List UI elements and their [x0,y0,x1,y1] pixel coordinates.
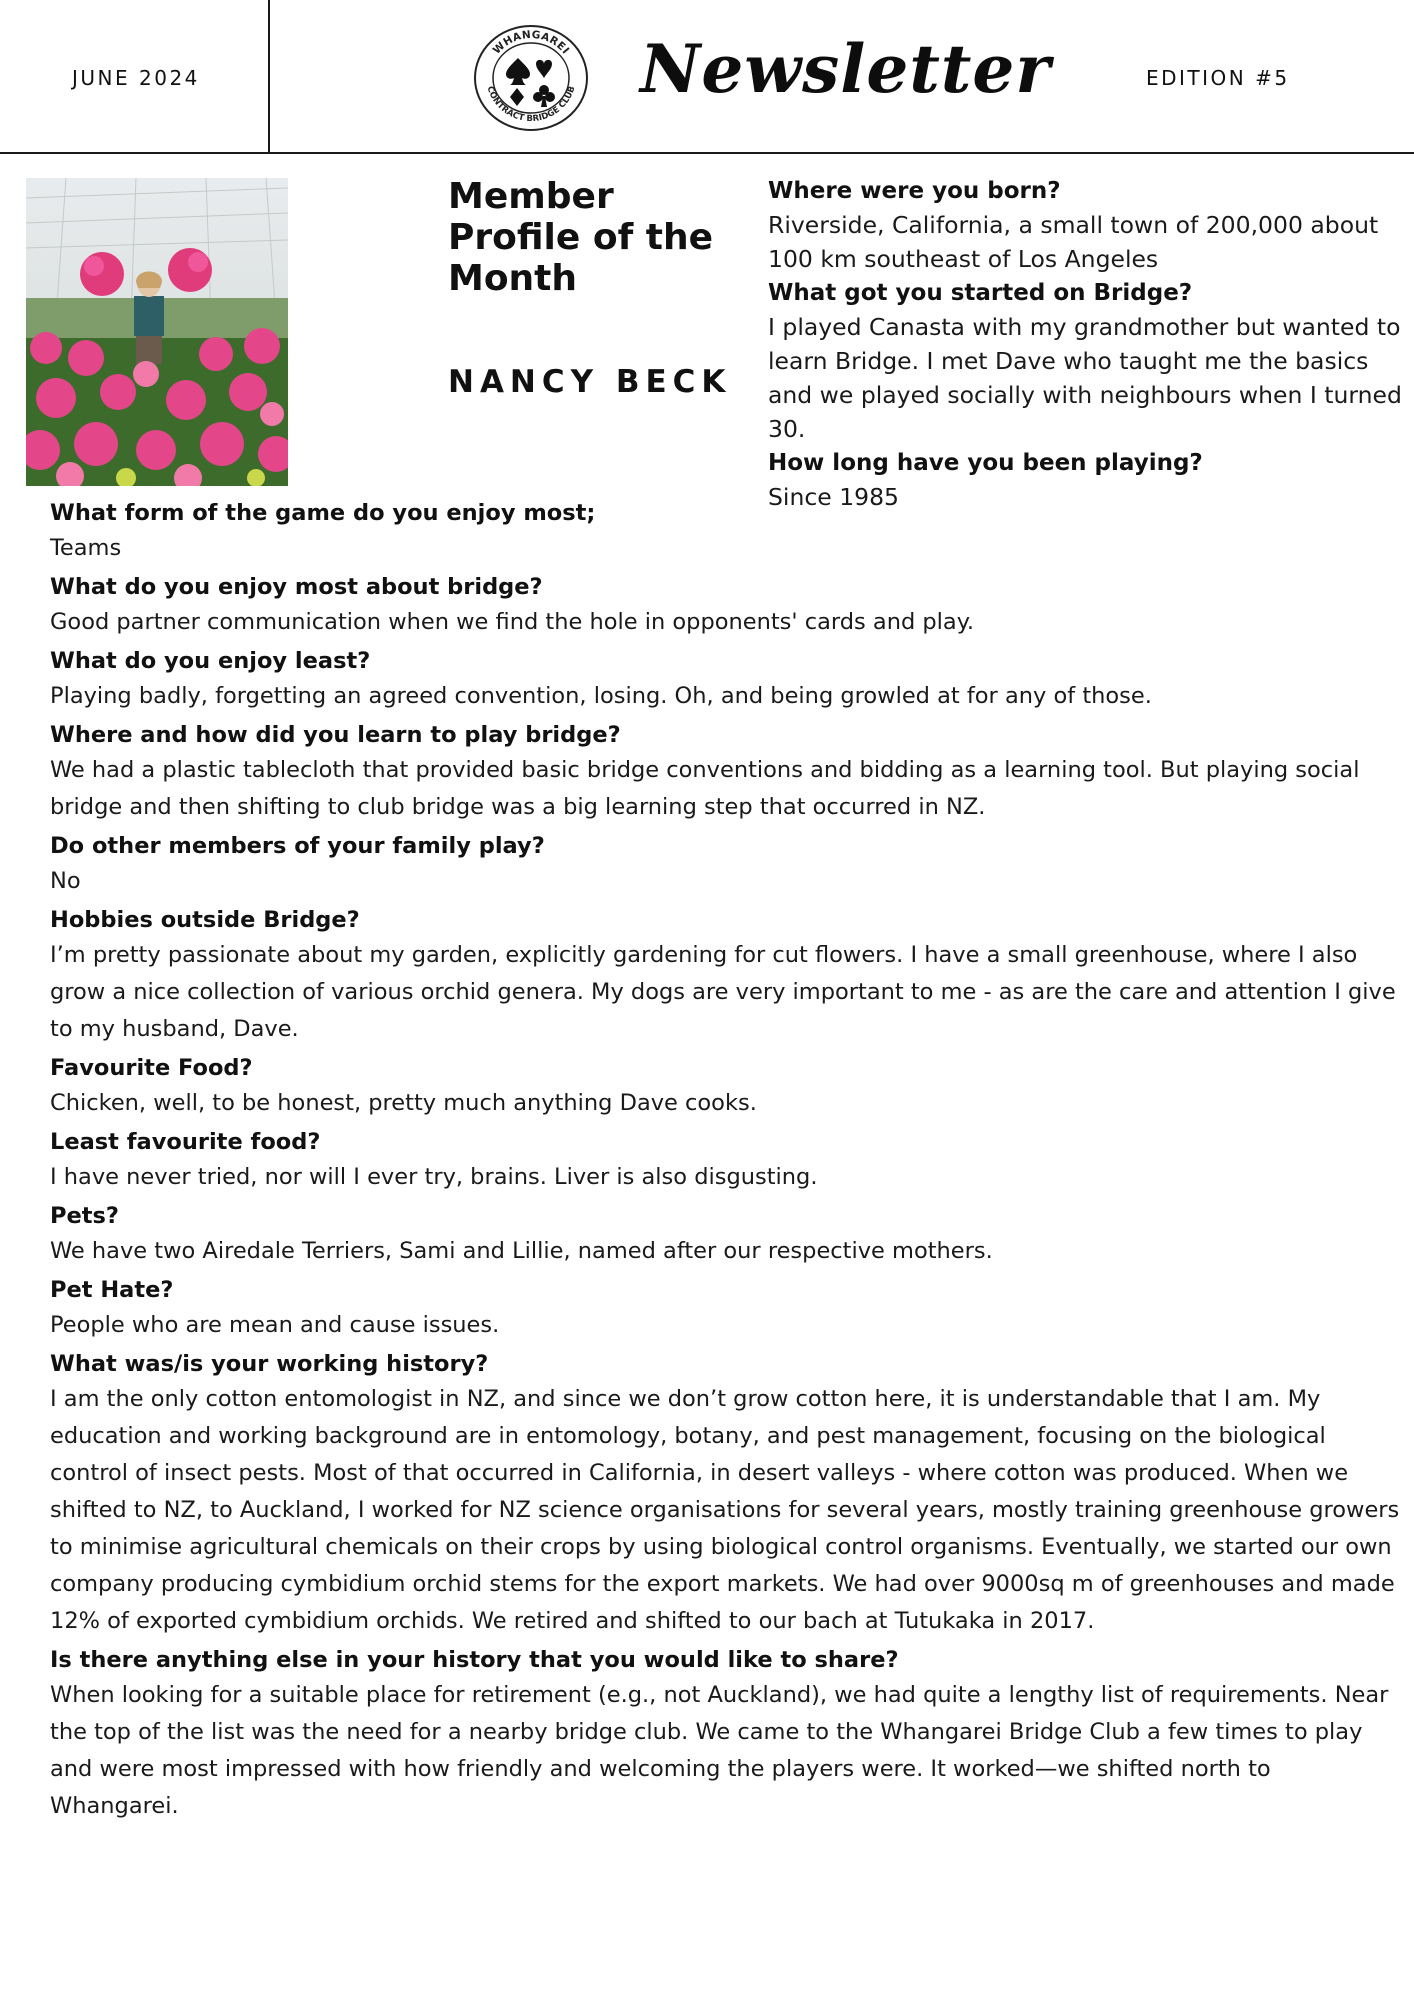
question: Where and how did you learn to play bridge? [50,722,621,748]
issue-date: JUNE 2024 [72,66,200,90]
question: What got you started on Bridge? [768,280,1193,306]
member-name: NANCY BECK [448,364,732,400]
question: How long have you been playing? [768,450,1203,476]
member-photo [26,178,288,486]
question: What do you enjoy least? [50,648,371,674]
answer: I played Canasta with my grandmother but wanted to learn Bridge. I met Dave who taught me the basics and we played socially with neighbours when I turned 30. [768,313,1402,443]
question: Least favourite food? [50,1129,321,1155]
question: Pets? [50,1203,119,1229]
question: Hobbies outside Bridge? [50,907,360,933]
question: What form of the game do you enjoy most; [50,500,596,526]
question: Pet Hate? [50,1277,174,1303]
answer: Since 1985 [768,483,899,511]
question: Where were you born? [768,178,1061,204]
answer: When looking for a suitable place for retirement (e.g., not Auckland), we had quite a lengthy list of requirements. Near the top of the list was the need for a nearby bridge club. We came to the Whangarei Bridge Club a few times to play and were most impressed with how friendly and welcoming the players were. It worked—we shifted north to Whangarei. [50,1682,1389,1819]
answer: I’m pretty passionate about my garden, explicitly gardening for cut flowers. I have a small greenhouse, where I also grow a nice collection of various orchid genera. My dogs are very important to me - as are the care and attention I give to my husband, Dave. [50,942,1396,1042]
answer: We have two Airedale Terriers, Sami and Lillie, named after our respective mothers. [50,1238,993,1264]
newsletter-masthead [0,0,1414,154]
logo-bottom-text: CONTRACT BRIDGE CLUB [484,85,578,125]
edition-number: EDITION #5 [1146,66,1290,90]
question: Favourite Food? [50,1055,253,1081]
answer: I have never tried, nor will I ever try, brains. Liver is also disgusting. [50,1164,818,1190]
logo-top-text: WHANGAREI [490,28,572,57]
question: Do other members of your family play? [50,833,545,859]
answer: People who are mean and cause issues. [50,1312,500,1338]
profile-main-qa [50,496,1400,1828]
newsletter-title: Newsletter [640,30,1052,108]
question: What was/is your working history? [50,1351,489,1377]
masthead-divider [268,0,270,152]
answer: No [50,868,81,894]
answer: Teams [50,535,122,561]
answer: Chicken, well, to be honest, pretty much anything Dave cooks. [50,1090,757,1116]
profile-intro-qa [768,174,1408,514]
answer: I am the only cotton entomologist in NZ, and since we don’t grow cotton here, it is understandable that I am. My education and working background are in entomology, botany, and pest management, focusing on the biological control of insect pests. Most of that occurred in California, in desert valleys - where cotton was produced. When we shifted to NZ, to Auckland, I worked for NZ science organisations for several years, mostly training greenhouse growers to minimise agricultural chemicals on their crops by using biological control organisms. Eventually, we started our own company producing cymbidium orchid stems for the export markets. We had over 9000sq m of greenhouses and made 12% of exported cymbidium orchids. We retired and shifted to our bach at Tutukaka in 2017. [50,1386,1400,1634]
profile-heading: Member Profile of the Month [448,176,714,299]
answer: Good partner communication when we find the hole in opponents' cards and play. [50,609,974,635]
answer: We had a plastic tablecloth that provided basic bridge conventions and bidding as a learning tool. But playing social bridge and then shifting to club bridge was a big learning step that occurred in NZ. [50,757,1360,820]
question: What do you enjoy most about bridge? [50,574,543,600]
answer: Playing badly, forgetting an agreed convention, losing. Oh, and being growled at for any of those. [50,683,1152,709]
club-logo [472,24,590,132]
answer: Riverside, California, a small town of 200,000 about 100 km southeast of Los Angeles [768,211,1379,273]
question: Is there anything else in your history that you would like to share? [50,1647,899,1673]
